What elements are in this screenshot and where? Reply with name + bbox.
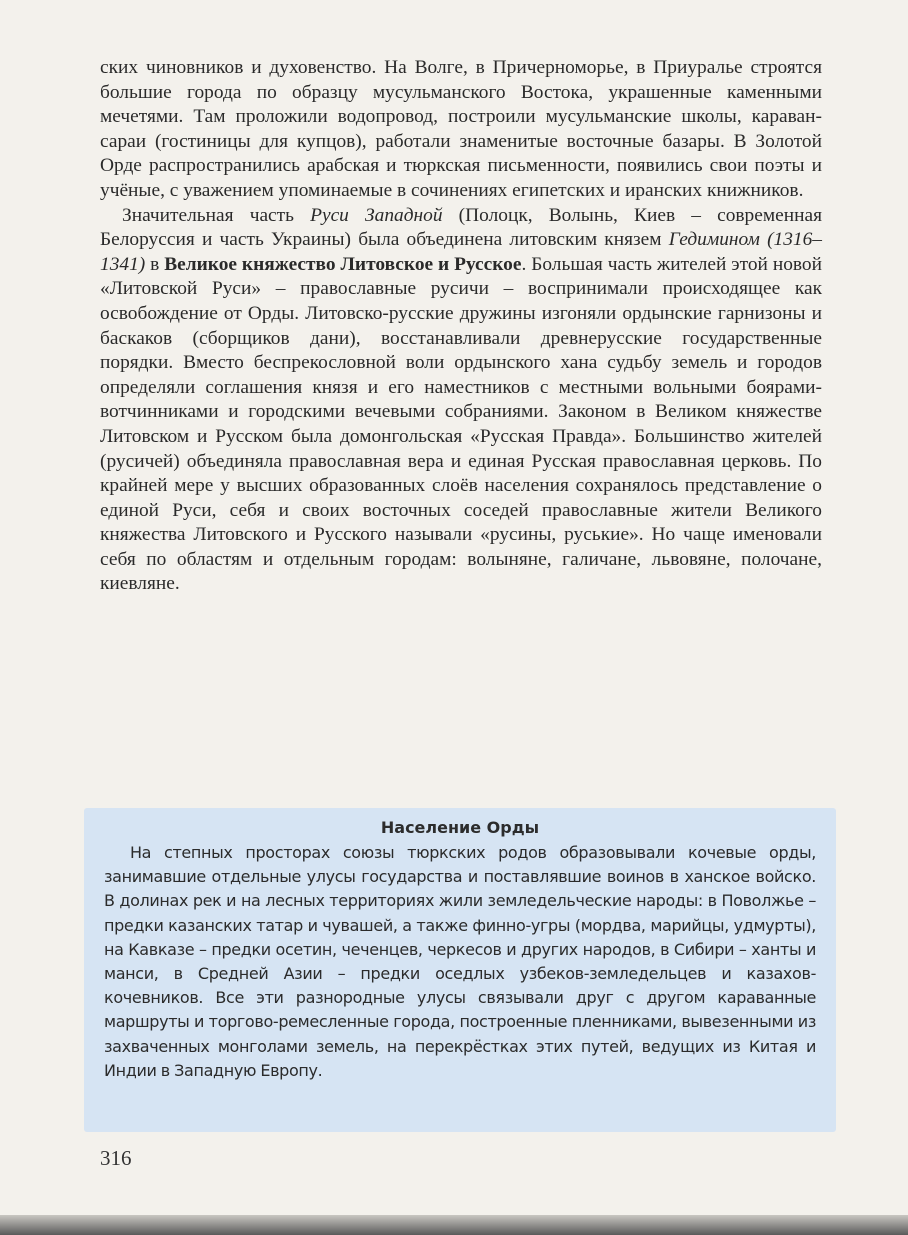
scan-bottom-edge [0, 1215, 908, 1235]
paragraph-2 [100, 204, 822, 598]
page-number: 316 [100, 1146, 132, 1170]
p2-term-gediminas: Гедимином (1316–1341) [100, 229, 822, 275]
p2-text-a: Значительная часть [122, 204, 311, 226]
main-text-column [100, 56, 822, 597]
sidebar-box-population [84, 808, 836, 1132]
p2-text-e: в [145, 253, 165, 275]
sidebar-body-text: На степных просторах союзы тюркских родов образовывали кочевые орды, занимавшие отдельные улусы государства и поставлявшие воинов в ханское войско. В долинах рек и на лесных территориях жили земледельческие народы: в Поволжье – предки казанских татар и чувашей, а также финно-угры (мордва, марийцы, удмурты), на Кавказе – предки осетин, чеченцев, черкесов и других народов, в Сибири – ханты и манси, в Средней Азии – предки оседлых узбеков-земледельцев и казахов-кочевников. Все эти разнородные улусы связывали друг с другом караванные маршруты и торгово-ремесленные города, построенные пленниками, вывезенными из захваченных монголами земель, на перекрёстках этих путей, ведущих из Китая и Индии в Западную Европу. [104, 843, 816, 1080]
p2-term-west-rus: Руси Западной [310, 204, 443, 226]
p2-text-g: . Большая часть жителей этой новой «Литовской Руси» – православные русичи – воспринимали происходящее как освобождение от Орды. Литовско-русские дружины изгоняли ордынские гарнизоны и баскаков (сборщиков дани), восстанавливали древнерусские государственные порядки. Вместо беспрекословной воли ордынского хана судьбу земель и городов определяли соглашения князя и его наместников с местными вольными боярами-вотчинниками и городскими вечевыми собраниями. Законом в Великом княжестве Литовском и Русском была домонгольская «Русская Правда». Большинство жителей (русичей) объединяла православная вера и единая Русская православная церковь. По крайней мере у высших образованных слоёв населения сохранялось представление о единой Руси, себя и своих восточных соседей православные жители Великого княжества Литовского и Русского называли «русины, руськие». Но чаще именовали себя по областям и отдельным городам: волыняне, галичане, львовяне, полочане, киевляне. [100, 253, 822, 595]
p2-text-c: (Полоцк, Волынь, Киев – современная Белоруссия и часть Украины) была объединена литовским князем [100, 204, 822, 251]
paragraph-1: ских чиновников и духовенство. На Волге, в Причерноморье, в Приуралье строятся большие города по образцу мусульманского Востока, украшенные каменными мечетями. Там проложили водопровод, построили мусульманские школы, караван-сараи (гостиницы для купцов), работали знаменитые восточные базары. В Золотой Орде распространились арабская и тюркская письменности, появились свои поэты и учёные, с уважением упоминаемые в сочинениях египетских и иранских книжников. [100, 57, 822, 201]
p2-term-grand-duchy: Великое княжество Литовское и Русское [164, 253, 522, 275]
sidebar-title: Население Орды [380, 818, 540, 837]
